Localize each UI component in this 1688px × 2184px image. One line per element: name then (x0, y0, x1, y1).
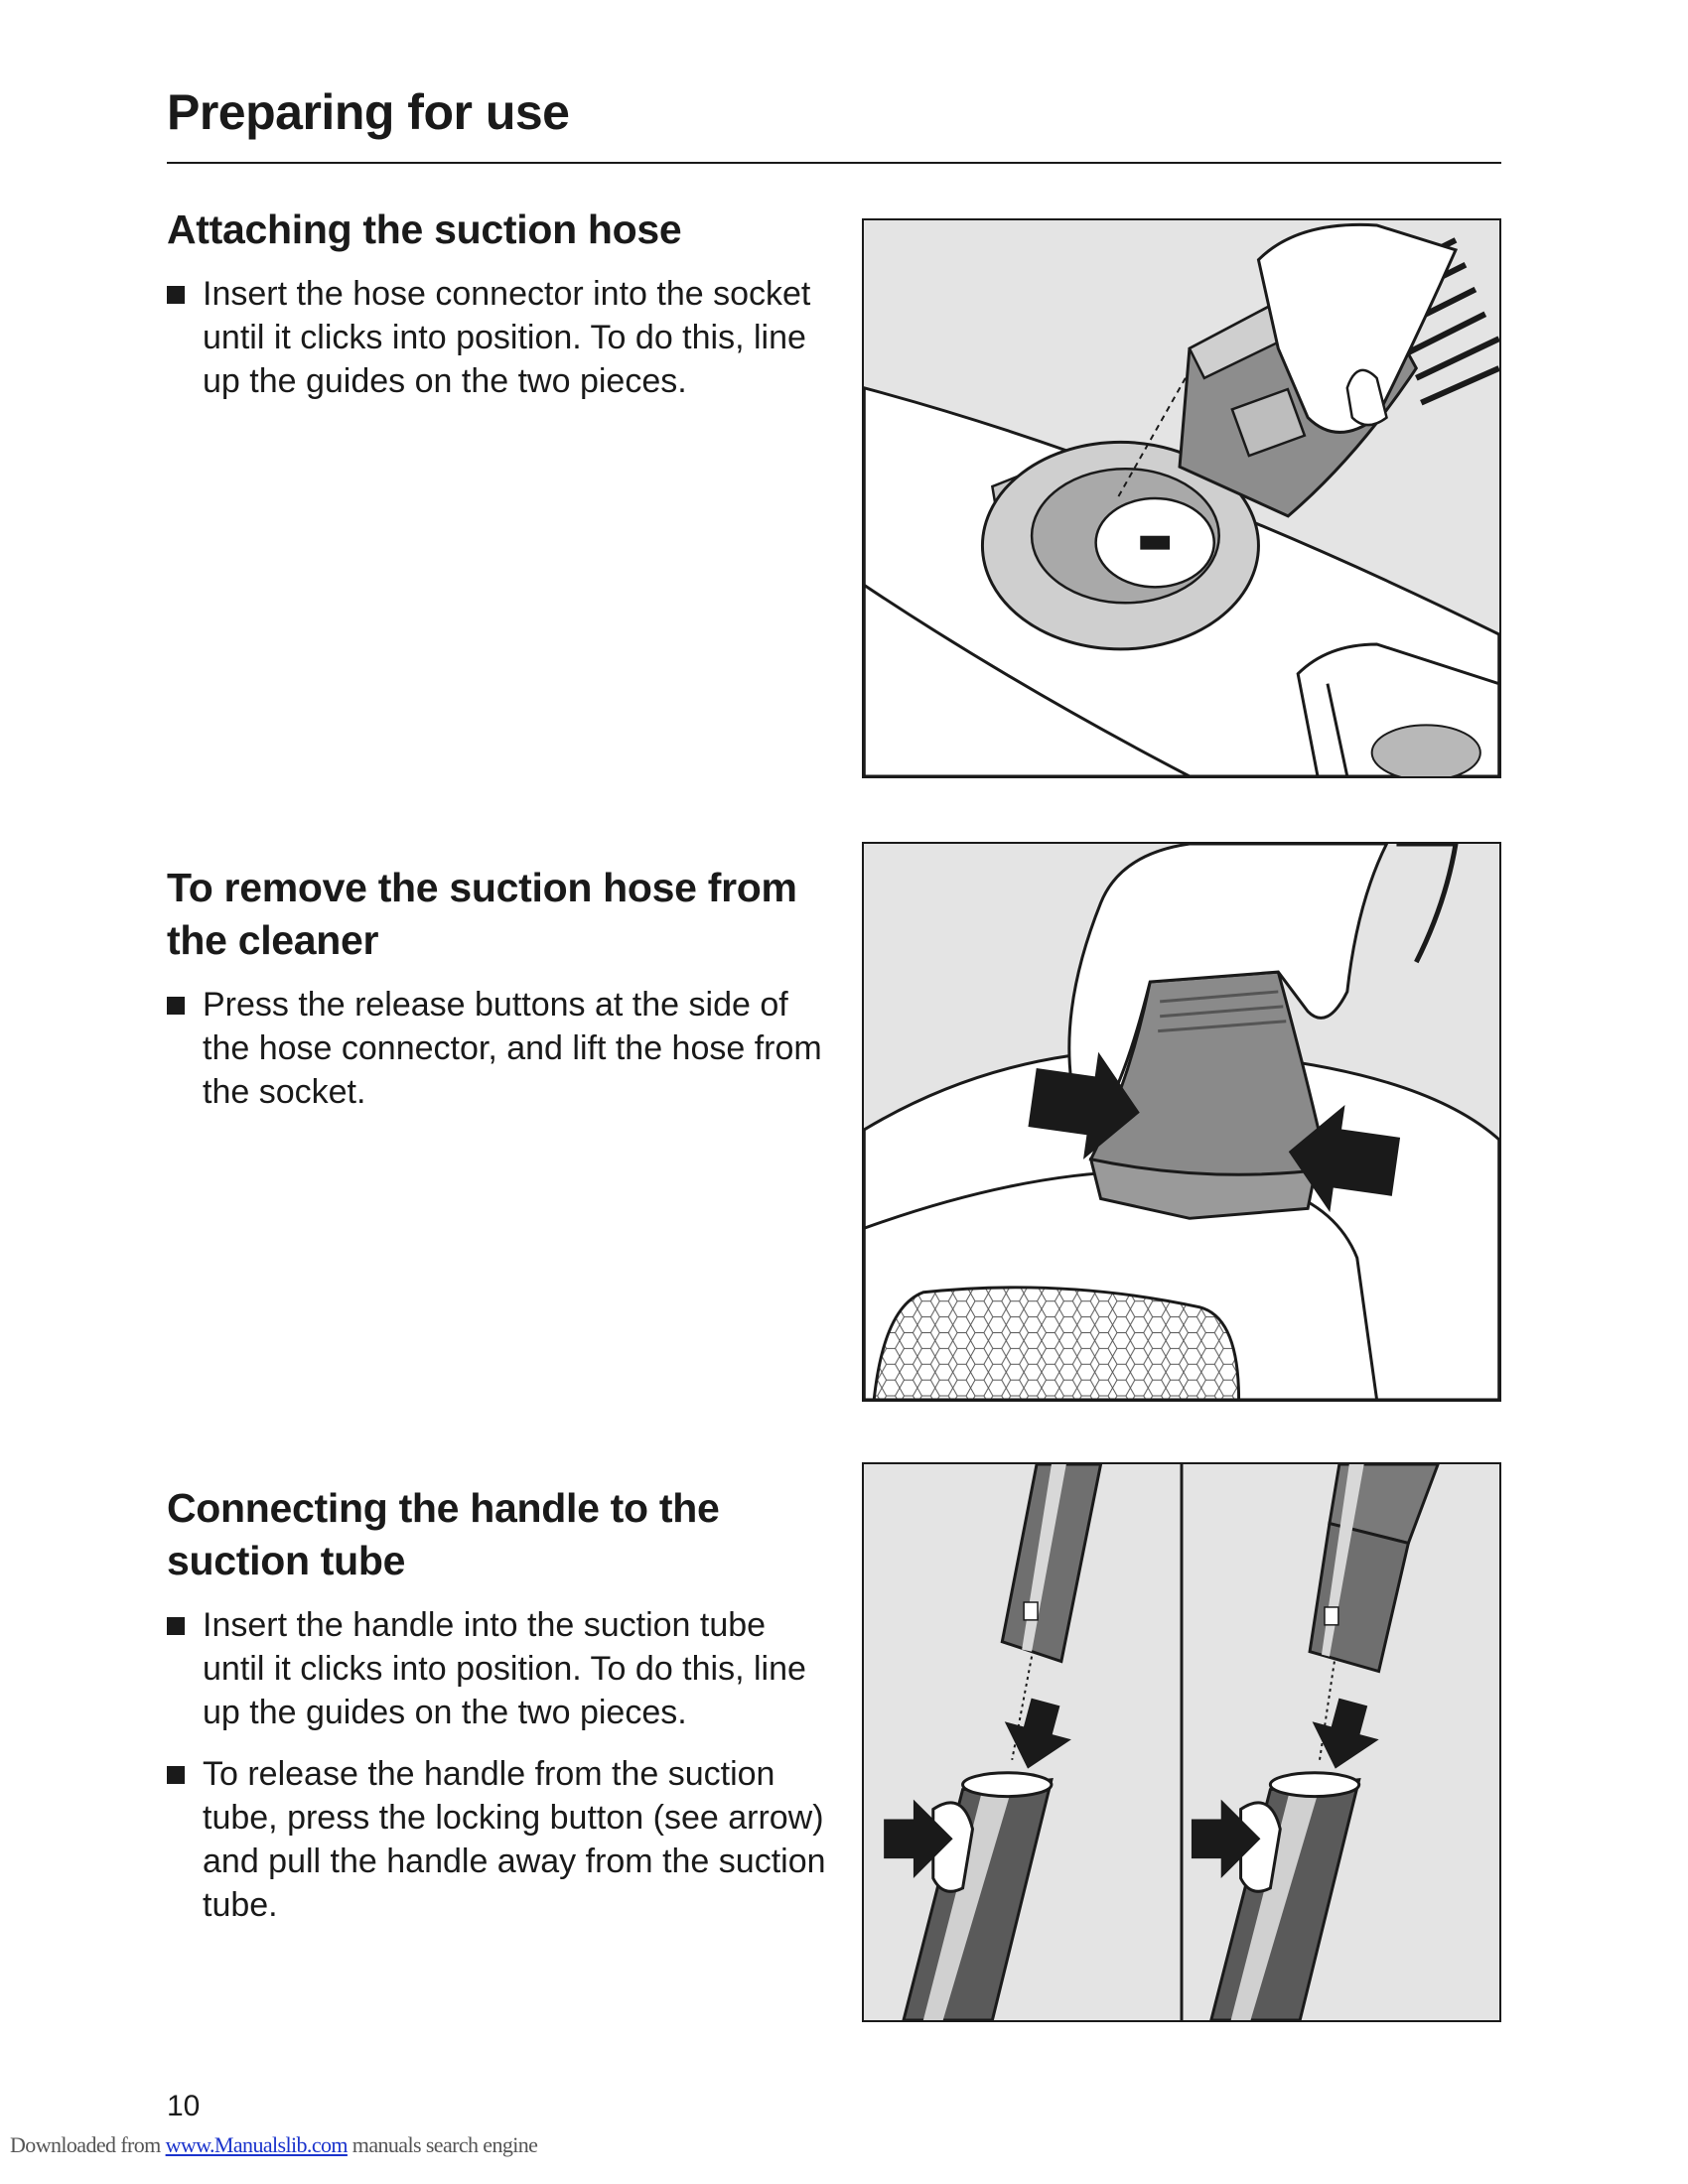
instruction-text: Press the release buttons at the side of the hose connector, and lift the hose from the socket. (203, 986, 822, 1111)
title-divider (167, 162, 1501, 164)
black-square-bullet-icon (167, 286, 185, 304)
list-item (167, 272, 832, 403)
section-remove-hose (167, 862, 832, 1132)
page-title: Preparing for use (167, 84, 570, 140)
footer-suffix: manuals search engine (347, 2132, 538, 2157)
figure-connect-handle (862, 1462, 1501, 2022)
manualslib-link[interactable]: www.Manualslib.com (165, 2132, 348, 2157)
black-square-bullet-icon (167, 1617, 185, 1635)
section-heading: To remove the suction hose from the cleaner (167, 865, 797, 963)
black-square-bullet-icon (167, 1766, 185, 1784)
handle-tube-illustration (864, 1464, 1499, 2020)
download-footer (10, 2132, 537, 2158)
figure-remove-hose (862, 842, 1501, 1402)
section-heading: Attaching the suction hose (167, 206, 682, 252)
black-square-bullet-icon (167, 997, 185, 1015)
hose-connector-illustration (864, 220, 1499, 776)
section-connect-handle (167, 1482, 832, 1945)
hose-release-illustration (864, 844, 1499, 1400)
figure-attach-hose (862, 218, 1501, 778)
list-item (167, 983, 832, 1114)
page-number: 10 (167, 2090, 201, 2122)
list-item (167, 1752, 832, 1927)
instruction-text: Insert the hose connector into the socket until it clicks into position. To do this, line up the guides on the two pieces. (203, 275, 811, 400)
instruction-text: Insert the handle into the suction tube until it clicks into position. To do this, line up the guides on the two pieces. (203, 1606, 806, 1731)
instruction-text: To release the handle from the suction tube, press the locking button (see arrow) and pull the handle away from the suction tube. (203, 1755, 826, 1924)
list-item (167, 1603, 832, 1734)
footer-prefix: Downloaded from (10, 2132, 166, 2157)
section-heading: Connecting the handle to the suction tube (167, 1485, 720, 1583)
section-attaching-hose (167, 204, 832, 421)
